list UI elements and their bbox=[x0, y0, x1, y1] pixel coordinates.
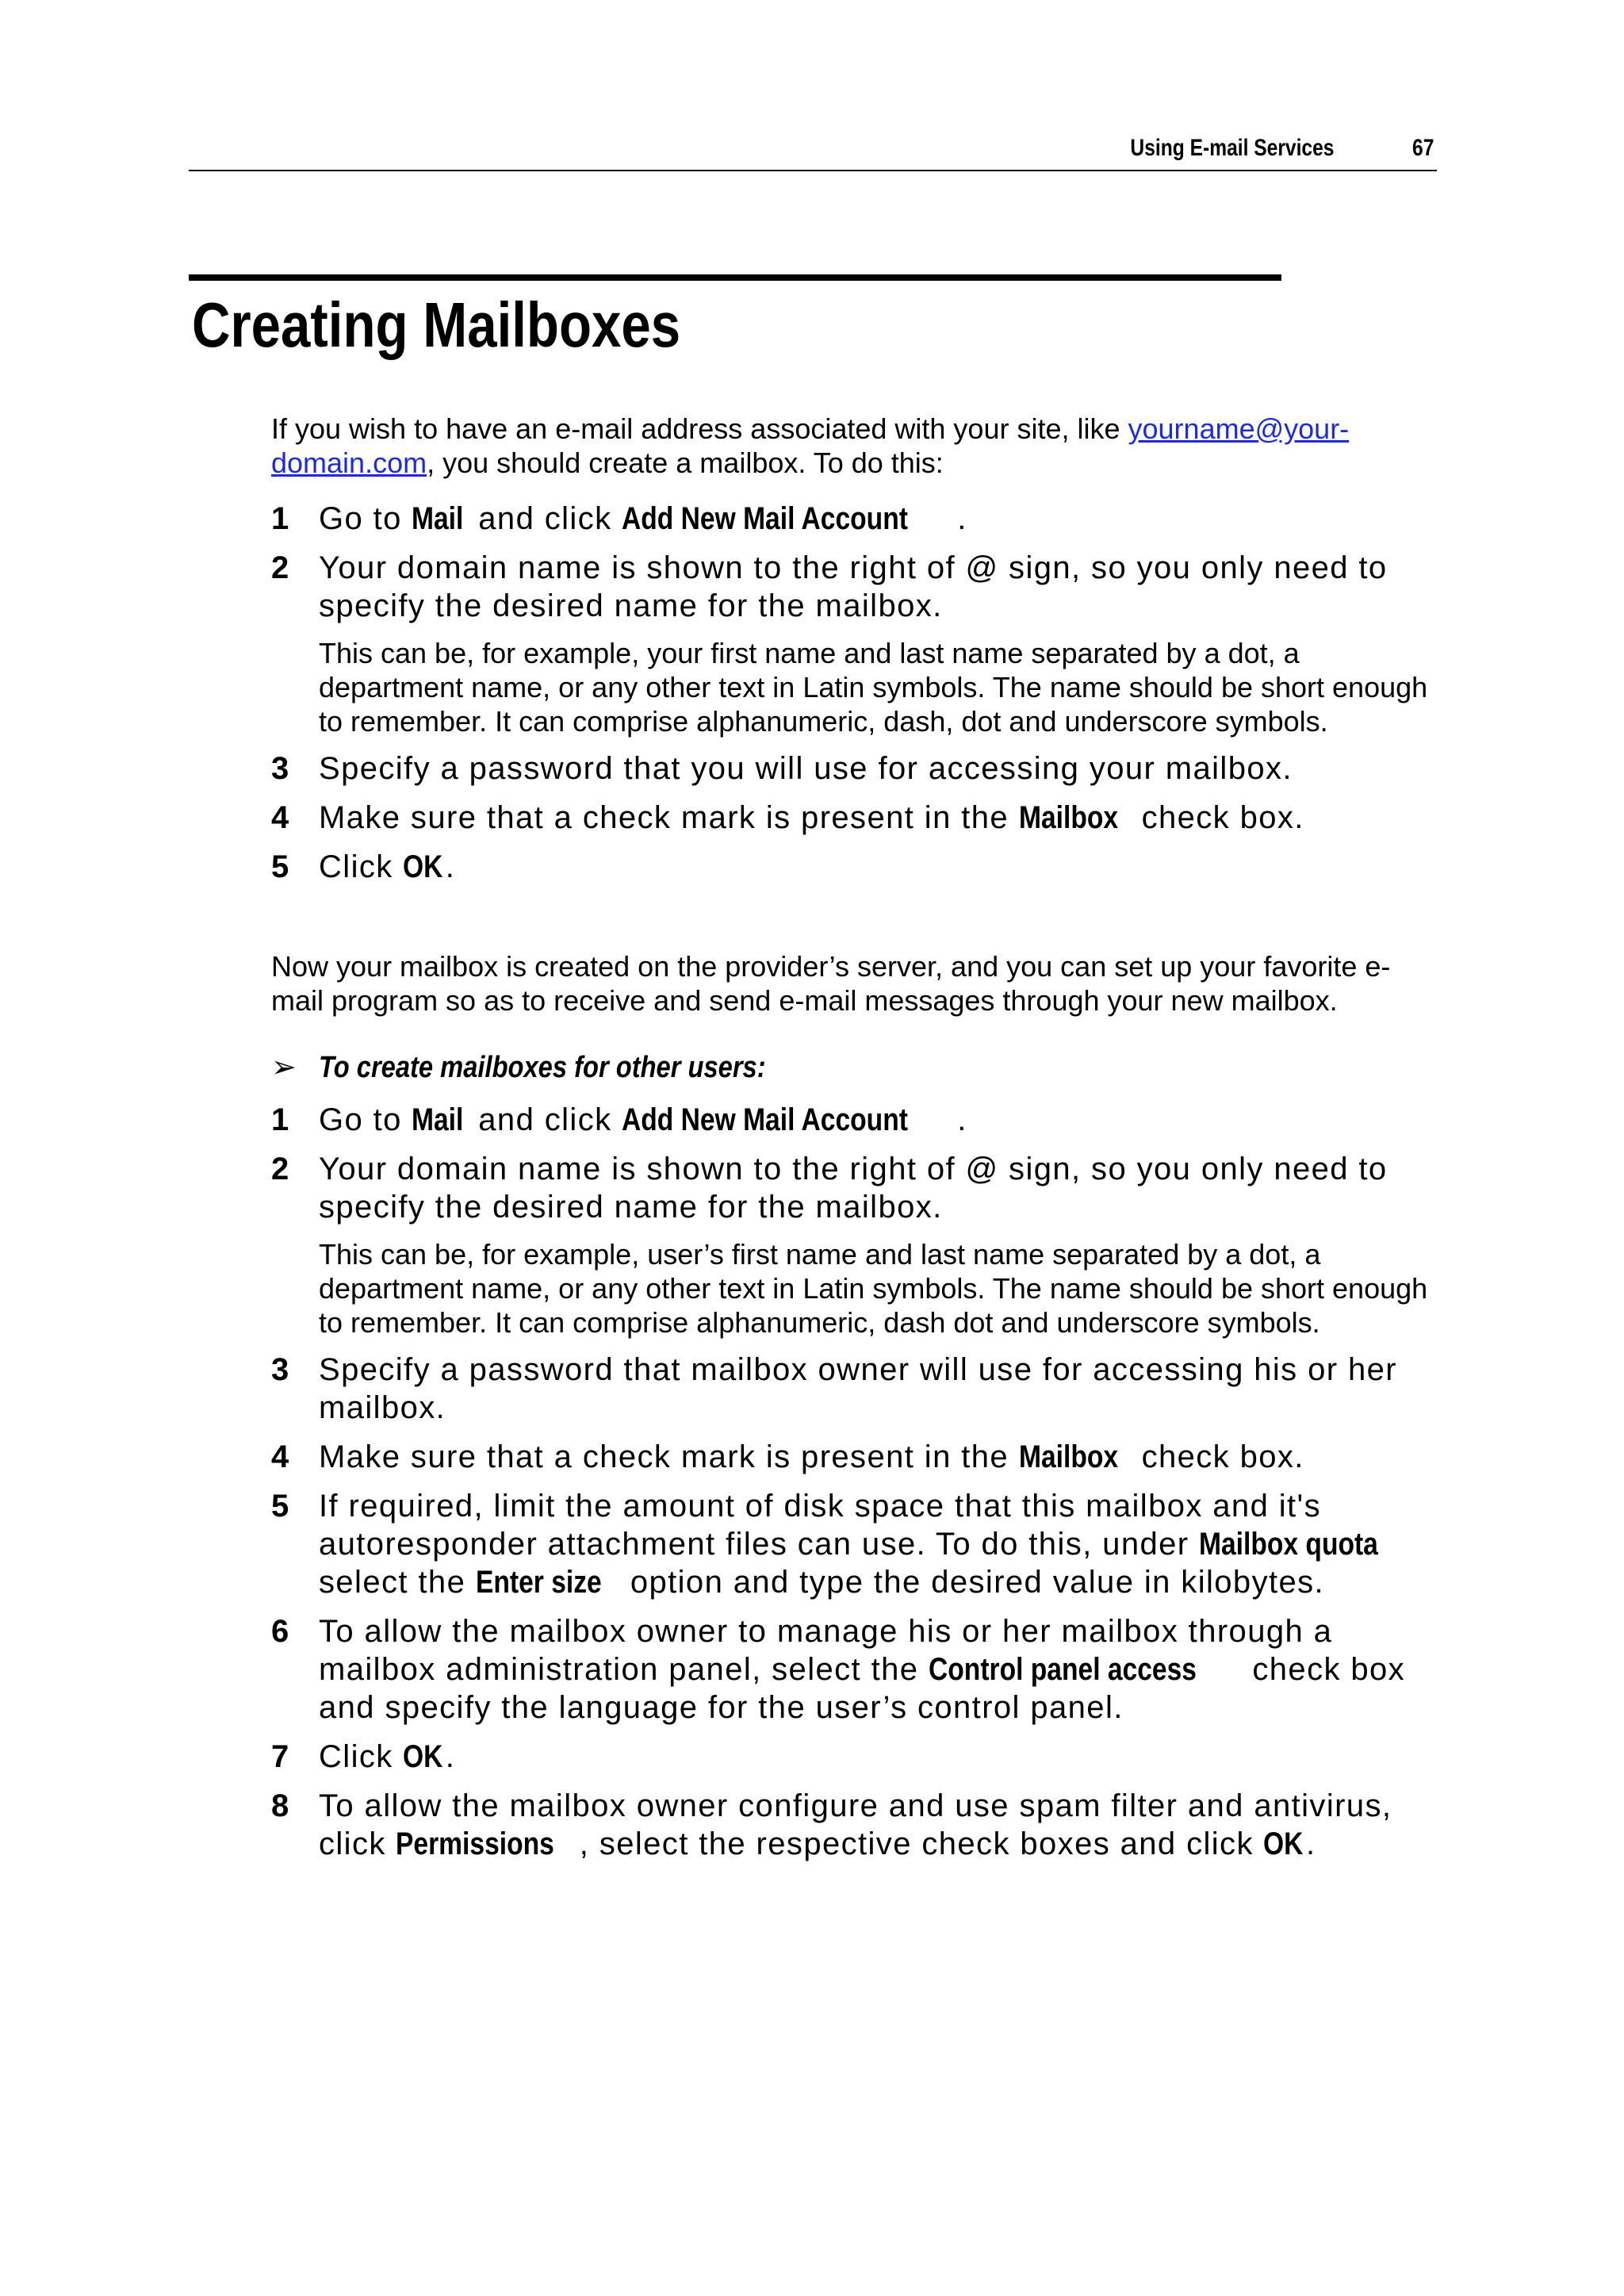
step-item bbox=[271, 1351, 1445, 1427]
ui-term-mailbox-quota: Mailbox quota bbox=[1199, 1527, 1378, 1562]
step-text: If required, limit the amount of disk space that this mailbox and it's autoresponder attachment files can use. To do this, under bbox=[319, 1489, 1321, 1562]
procedure-heading-text: To create mailboxes for other users: bbox=[319, 1051, 766, 1084]
ui-term-control-panel-access: Control panel access bbox=[928, 1652, 1197, 1687]
step-text: Click bbox=[319, 849, 404, 884]
step-text: Go to bbox=[319, 1102, 412, 1137]
header-section-title: Using E-mail Services bbox=[1129, 135, 1334, 161]
step-text: To allow the mailbox owner to manage his or her mailbox through a mailbox administration panel, select the bbox=[319, 1614, 1333, 1687]
ui-term-mail: Mail bbox=[412, 501, 464, 536]
step-number: 6 bbox=[271, 1614, 289, 1649]
step-number: 4 bbox=[271, 800, 289, 835]
step-text: , select the respective check boxes and click bbox=[579, 1826, 1264, 1861]
ui-term-mailbox: Mailbox bbox=[1018, 1439, 1118, 1474]
step-text: check box. bbox=[1132, 800, 1304, 835]
step-text: check box. bbox=[1132, 1439, 1304, 1474]
intro-text-after: , you should create a mailbox. To do this: bbox=[427, 447, 944, 479]
ui-term-mailbox: Mailbox bbox=[1018, 800, 1118, 835]
step-item bbox=[271, 848, 1445, 886]
email-link[interactable]: yourname@your-domain.com bbox=[271, 412, 1350, 479]
step-text: . bbox=[445, 1739, 456, 1774]
title-rule bbox=[189, 274, 1281, 281]
step-number: 7 bbox=[271, 1739, 289, 1774]
steps-list-own-mailbox bbox=[271, 500, 1445, 897]
ui-term-ok: OK bbox=[1263, 1826, 1304, 1861]
step-note: This can be, for example, user’s first name and last name separated by a dot, a department name, or any other text in Latin symbols. The name should be short enough to remember. It can comprise alphanumeric, dash dot and underscore symbols. bbox=[319, 1238, 1428, 1339]
step-text: Your domain name is shown to the right of @ sign, so you only need to specify the desired name for the mailbox. bbox=[319, 1152, 1388, 1225]
step-text: option and type the desired value in kilobytes. bbox=[620, 1565, 1325, 1600]
ui-term-ok: OK bbox=[403, 1739, 443, 1774]
steps-list-other-users bbox=[271, 1101, 1445, 1874]
step-text: To allow the mailbox owner configure and use spam filter and antivirus, click bbox=[319, 1788, 1392, 1861]
header-page-number: 67 bbox=[1411, 135, 1434, 161]
step-text: . bbox=[445, 849, 456, 884]
step-item bbox=[271, 1487, 1445, 1601]
step-number: 2 bbox=[271, 1152, 289, 1186]
ui-term-mail: Mail bbox=[412, 1102, 464, 1137]
step-text: Make sure that a check mark is present in the bbox=[319, 1439, 1019, 1474]
step-number: 1 bbox=[271, 501, 289, 536]
step-text: . bbox=[957, 501, 967, 536]
step-number: 3 bbox=[271, 1352, 289, 1387]
procedure-heading bbox=[271, 1048, 838, 1087]
step-text: and click bbox=[468, 501, 622, 536]
step-item bbox=[271, 1438, 1445, 1476]
step-note: This can be, for example, your first name and last name separated by a dot, a department name, or any other text in Latin symbols. The name should be short enough to remember. It can comprise alphanumeric, dash, dot and underscore symbols. bbox=[319, 637, 1428, 738]
step-text: Specify a password that mailbox owner will use for accessing his or her mailbox. bbox=[319, 1352, 1397, 1425]
step-item bbox=[271, 749, 1445, 788]
intro-text-before: If you wish to have an e-mail address associated with your site, like bbox=[271, 412, 1128, 445]
step-number: 5 bbox=[271, 849, 289, 884]
page-title: Creating Mailboxes bbox=[192, 289, 681, 360]
result-paragraph: Now your mailbox is created on the provider’s server, and you can set up your favorite e-mail program so as to receive and send e-mail messages through your new mailbox. bbox=[271, 950, 1391, 1017]
ui-term-enter-size: Enter size bbox=[475, 1565, 602, 1600]
step-text: Go to bbox=[319, 501, 412, 536]
step-text: . bbox=[957, 1102, 967, 1137]
step-item bbox=[271, 549, 1445, 738]
step-item bbox=[271, 799, 1445, 837]
step-text: Click bbox=[319, 1739, 404, 1774]
running-header bbox=[189, 132, 1437, 171]
arrow-bullet-icon: ➢ bbox=[271, 1051, 297, 1084]
step-number: 1 bbox=[271, 1102, 289, 1137]
step-item bbox=[271, 1150, 1445, 1340]
step-number: 3 bbox=[271, 751, 289, 786]
step-number: 4 bbox=[271, 1439, 289, 1474]
intro-paragraph bbox=[271, 412, 1437, 480]
step-text: Your domain name is shown to the right of @ sign, so you only need to specify the desired name for the mailbox. bbox=[319, 550, 1388, 623]
step-text: check box and specify the language for the user’s control panel. bbox=[319, 1652, 1406, 1725]
step-item bbox=[271, 1787, 1445, 1863]
step-item bbox=[271, 500, 1445, 538]
step-item bbox=[271, 1738, 1445, 1776]
ui-term-add-new-mail-account: Add New Mail Account bbox=[622, 501, 908, 536]
step-text: Specify a password that you will use for accessing your mailbox. bbox=[319, 751, 1293, 786]
ui-term-permissions: Permissions bbox=[396, 1826, 555, 1861]
step-item bbox=[271, 1612, 1445, 1727]
step-item bbox=[271, 1101, 1445, 1139]
step-number: 2 bbox=[271, 550, 289, 585]
step-text: Make sure that a check mark is present in the bbox=[319, 800, 1019, 835]
step-text: select the bbox=[319, 1565, 476, 1600]
step-text: and click bbox=[468, 1102, 622, 1137]
ui-term-add-new-mail-account: Add New Mail Account bbox=[622, 1102, 908, 1137]
ui-term-ok: OK bbox=[403, 849, 443, 884]
step-number: 5 bbox=[271, 1489, 289, 1524]
step-number: 8 bbox=[271, 1788, 289, 1823]
step-text: . bbox=[1305, 1826, 1316, 1861]
